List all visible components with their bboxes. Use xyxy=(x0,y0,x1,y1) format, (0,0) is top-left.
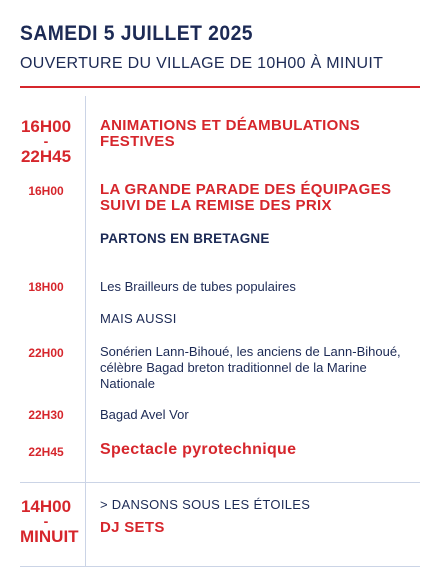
schedule-event-3: Les Brailleurs de tubes populaires xyxy=(100,279,296,294)
schedule-event-5: Sonérien Lann-Bihoué, les anciens de Lann-Bihoué, célèbre Bagad breton traditionnel de la Marine Nationale xyxy=(100,344,401,391)
block1-time-range xyxy=(20,116,72,167)
column-divider xyxy=(85,96,86,566)
schedule-event-4: MAIS AUSSI xyxy=(100,311,177,326)
block1-time-end: 22H45 xyxy=(20,147,72,166)
page-title: SAMEDI 5 JUILLET 2025 xyxy=(20,22,253,45)
block2-event-title: DJ SETS xyxy=(100,519,165,536)
schedule-event-2: PARTONS EN BRETAGNE xyxy=(100,231,270,246)
schedule-event-7: Spectacle pyrotechnique xyxy=(100,441,297,458)
schedule-event-1: LA GRANDE PARADE DES ÉQUIPAGES SUIVI DE LA REMISE DES PRIX xyxy=(100,181,392,214)
section-divider xyxy=(20,482,420,483)
block1-time-dash: - xyxy=(43,133,49,149)
block1-event-title: ANIMATIONS ET DÉAMBULATIONS FESTIVES xyxy=(100,117,361,150)
block2-time-end: MINUIT xyxy=(20,527,79,546)
block2-subtitle: > DANSONS SOUS LES ÉTOILES xyxy=(100,497,311,512)
block1-time-start: 16H00 xyxy=(20,117,72,136)
schedule-time-1: 16H00 xyxy=(28,184,64,198)
header-divider xyxy=(20,86,420,88)
schedule-event-6: Bagad Avel Vor xyxy=(100,407,189,422)
page-subtitle: OUVERTURE DU VILLAGE DE 10H00 À MINUIT xyxy=(20,55,384,72)
bottom-divider xyxy=(20,566,420,567)
block2-time-start: 14H00 xyxy=(20,497,72,516)
block2-time-range xyxy=(20,496,79,547)
schedule-time-3: 18H00 xyxy=(28,280,64,294)
schedule-time-6: 22H30 xyxy=(28,408,64,422)
block2-time-dash: - xyxy=(43,513,49,529)
schedule-time-5: 22H00 xyxy=(28,346,64,360)
schedule-time-7: 22H45 xyxy=(28,445,64,459)
